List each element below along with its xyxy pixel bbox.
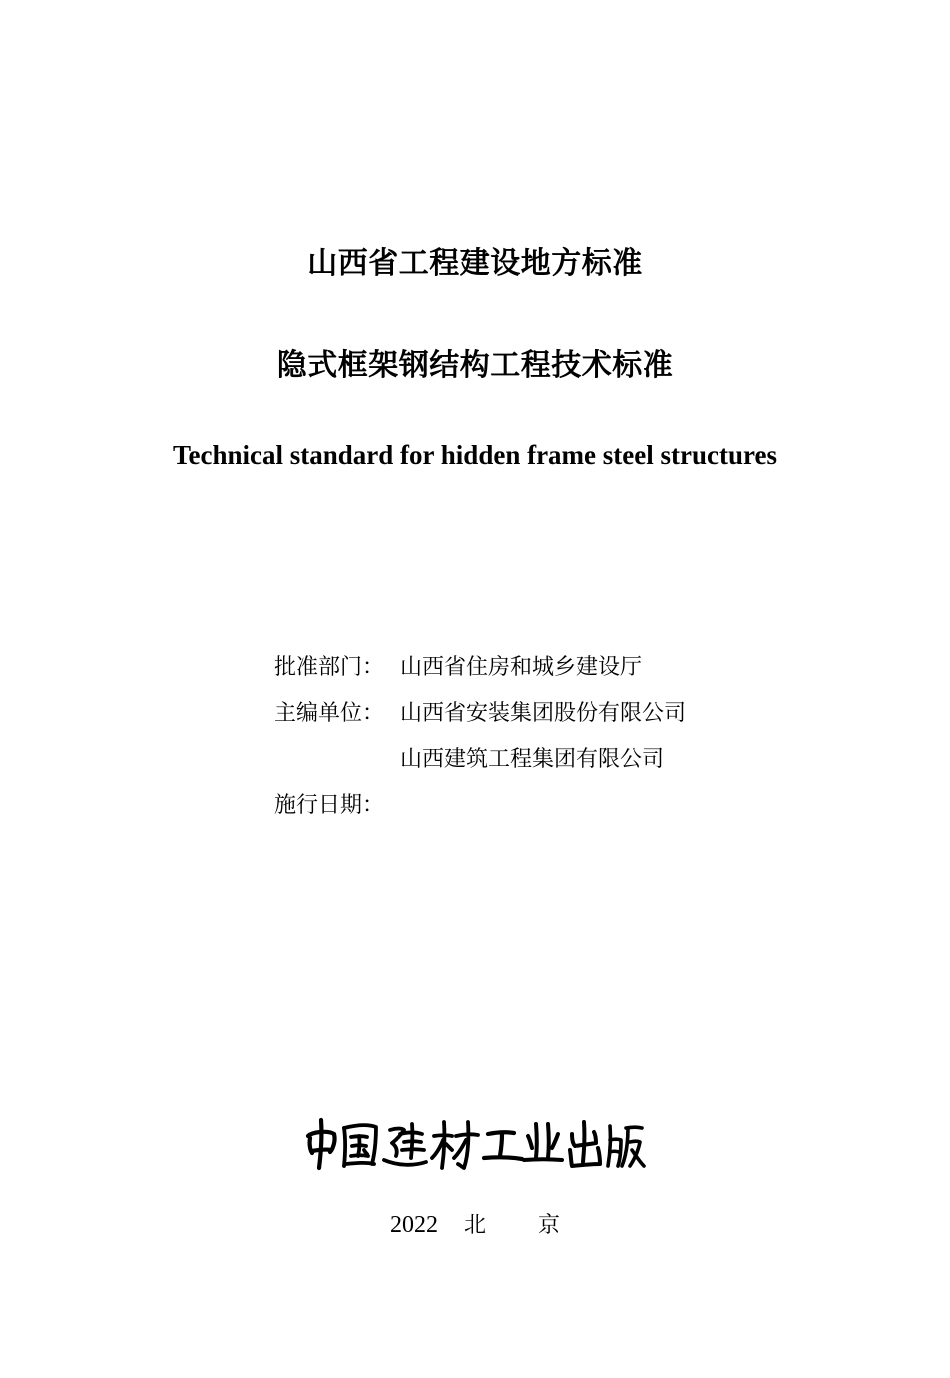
series-title: 山西省工程建设地方标准 bbox=[307, 246, 643, 281]
date-row bbox=[274, 790, 686, 836]
editor-value-2: 山西建筑工程集团有限公司 bbox=[400, 747, 665, 772]
document-title-english: Technical standard for hidden frame steel structures bbox=[173, 440, 777, 470]
document-info-block bbox=[274, 652, 686, 836]
date-label: 施行日期： bbox=[274, 793, 385, 818]
editor-value-1: 山西省安装集团股份有限公司 bbox=[400, 701, 687, 726]
document-title-chinese: 隐式框架钢结构工程技术标准 bbox=[276, 348, 674, 383]
editor-row-continued bbox=[274, 744, 686, 790]
editor-row bbox=[274, 698, 686, 744]
imprint-year: 2022 bbox=[389, 1212, 438, 1238]
imprint bbox=[0, 1208, 950, 1239]
imprint-city-char-2: 京 bbox=[538, 1213, 561, 1238]
publisher-logo bbox=[300, 1112, 650, 1172]
approval-value: 山西省住房和城乡建设厅 bbox=[400, 655, 643, 680]
calligraphy-publisher-logo-icon bbox=[300, 1112, 650, 1172]
imprint-city-char-1: 北 bbox=[463, 1213, 486, 1238]
editor-label: 主编单位： bbox=[274, 701, 385, 726]
approval-row bbox=[274, 652, 686, 698]
approval-label: 批准部门： bbox=[274, 655, 385, 680]
